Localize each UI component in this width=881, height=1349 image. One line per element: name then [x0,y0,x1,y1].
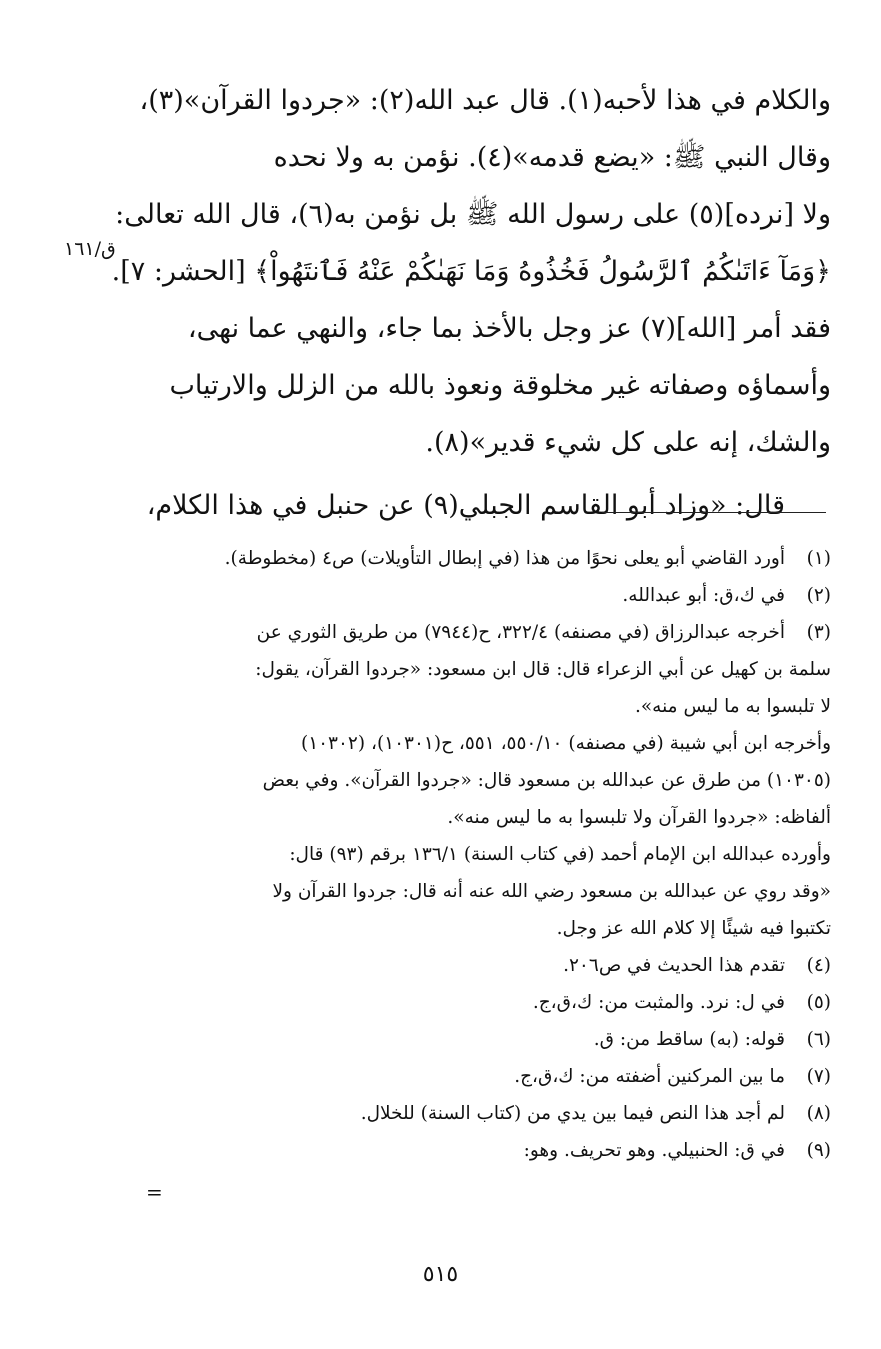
body-line: وأسماؤه وصفاته غير مخلوقة ونعوذ بالله من الزلل والارتياب [169,370,831,401]
manuscript-folio-marker: ق/١٦١ [64,238,116,260]
footnote-text: «وقد روي عن عبدالله بن مسعود رضي الله عنه أنه قال: جردوا القرآن ولا [272,881,831,902]
footnote-number: (٣) [806,622,831,643]
footnote-text: لا تلبسوا به ما ليس منه». [634,696,831,717]
footnote-number: (٥) [806,992,831,1013]
footnote [160,984,831,1021]
body-line: ولا [نرده](٥) على رسول الله ﷺ بل نؤمن به(٦)، قال الله تعالى: [115,199,831,230]
footnote-separator [602,512,826,513]
footnote-text: سلمة بن كهيل عن أبي الزعراء قال: قال ابن مسعود: «جردوا القرآن، يقول: [255,659,831,680]
footnote-text: في ك،ق: أبو عبدالله. [622,585,785,606]
footnote-text: في ق: الحنبيلي. وهو تحريف. وهو: [523,1140,785,1161]
footnotes [160,540,831,1169]
footnote [160,540,831,577]
footnote-text: أورد القاضي أبو يعلى نحوًا من هذا (في إبطال التأويلات) ص٤ (مخطوطة). [224,548,785,569]
footnote-number: (٦) [806,1029,831,1050]
footnote [160,947,831,984]
footnote-text: قوله: (به) ساقط من: ق. [593,1029,785,1050]
footnote-number: (٤) [806,955,831,976]
footnote [160,614,831,947]
page-number: ٥١٥ [422,1262,459,1287]
quran-verse-line: ﴿وَمَآ ءَاتَىٰكُمُ ٱلرَّسُولُ فَخُذُوهُ وَمَا نَهَىٰكُمْ عَنْهُ فَٱنتَهُواْ﴾ [الحشر: ٧]. [111,256,831,287]
footnote [160,1132,831,1169]
footnote-text: ما بين المركنين أضفته من: ك،ق،ج. [514,1066,785,1087]
footnote-number: (١) [806,548,831,569]
body-line: والشك، إنه على كل شيء قدير»(٨). [425,427,831,458]
main-text [111,72,831,534]
footnote-text: ألفاظه: «جردوا القرآن ولا تلبسوا به ما ليس منه». [447,807,831,828]
footnote-text: وأورده عبدالله ابن الإمام أحمد (في كتاب السنة) ١٣٦/١ برقم (٩٣) قال: [289,844,831,865]
footnote-text: في ل: نرد. والمثبت من: ك،ق،ج. [532,992,785,1013]
footnote [160,1058,831,1095]
body-line: قال: «وزاد أبو القاسم الجبلي(٩) عن حنبل في هذا الكلام، [146,490,785,521]
footnote-number: (٨) [806,1103,831,1124]
footnote-text: وأخرجه ابن أبي شيبة (في مصنفه) ٥٥٠/١٠، ٥٥١، ح(١٠٣٠١)، (١٠٣٠٢) [300,733,831,754]
footnote-text: تكتبوا فيه شيئًا إلا كلام الله عز وجل. [556,918,831,939]
footnote-text: أخرجه عبدالرزاق (في مصنفه) ٣٢٢/٤، ح(٧٩٤٤) من طريق الثوري عن [256,622,785,643]
footnote-number: (٩) [806,1140,831,1161]
body-line: والكلام في هذا لأحبه(١). قال عبد الله(٢): «جردوا القرآن»(٣)، [139,85,831,116]
footnote-text: تقدم هذا الحديث في ص٢٠٦. [563,955,785,976]
footnote-number: (٢) [806,585,831,606]
footnote [160,1095,831,1132]
footnote [160,577,831,614]
continuation-mark: = [146,1180,163,1204]
footnote-text: (١٠٣٠٥) من طرق عن عبدالله بن مسعود قال: «جردوا القرآن». وفي بعض [262,770,831,791]
body-line: فقد أمر [الله](٧) عز وجل بالأخذ بما جاء، والنهي عما نهى، [187,313,831,344]
body-line: وقال النبي ﷺ: «يضع قدمه»(٤). نؤمن به ولا نحده [273,142,831,173]
footnote-number: (٧) [806,1066,831,1087]
footnote-text: لم أجد هذا النص فيما بين يدي من (كتاب السنة) للخلال. [360,1103,785,1124]
footnote [160,1021,831,1058]
